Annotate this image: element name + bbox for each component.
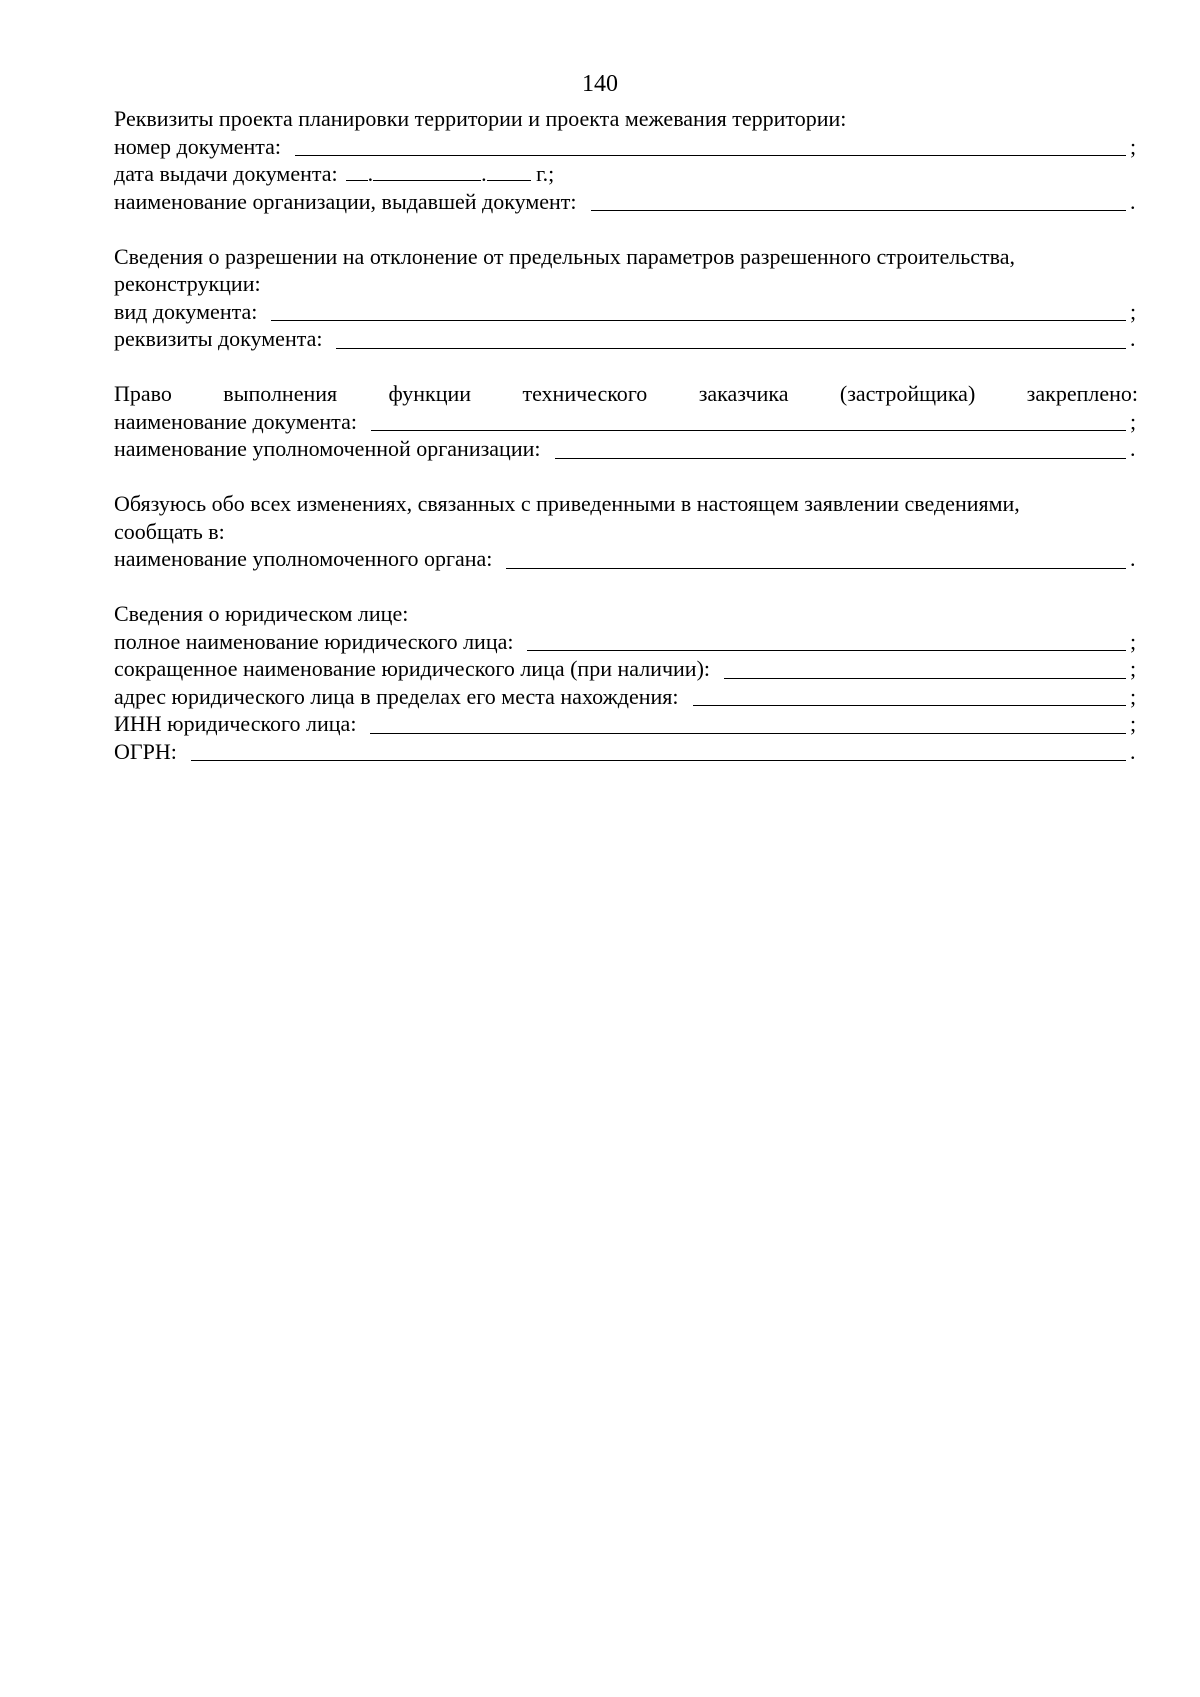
doc-type-row	[114, 298, 1138, 326]
customer-org-end: .	[1130, 436, 1136, 461]
deviation-heading-line2: реконструкции:	[114, 271, 261, 296]
short-name-label: сокращенное наименование юридического лица (при наличии):	[114, 656, 711, 681]
issue-day-field[interactable]	[346, 160, 368, 181]
legal-entity-heading: Сведения о юридическом лице:	[114, 601, 409, 626]
authority-row	[114, 545, 1138, 573]
planning-heading: Реквизиты проекта планировки территории и проекта межевания территории:	[114, 106, 847, 131]
doc-type-label: вид документа:	[114, 298, 258, 324]
issuing-org-field[interactable]	[591, 190, 1126, 211]
doc-details-label: реквизиты документа:	[114, 326, 323, 351]
obligation-section	[114, 490, 1138, 573]
doc-number-end: ;	[1130, 133, 1137, 159]
ogrn-end: .	[1130, 738, 1136, 764]
authority-field[interactable]	[506, 548, 1126, 569]
obligation-heading-line1: Обязуюсь обо всех изменениях, связанных с приведенными в настоящем заявлении сведениями,	[114, 491, 1020, 516]
customer-doc-row	[114, 408, 1138, 436]
ogrn-label: ОГРН:	[114, 738, 177, 764]
date-dot-2: .	[481, 161, 487, 186]
customer-doc-end: ;	[1130, 408, 1137, 434]
full-name-end: ;	[1130, 628, 1137, 654]
issue-date-row	[114, 160, 1138, 188]
issuing-org-label: наименование организации, выдавшей документ:	[114, 188, 577, 214]
customer-org-row	[114, 435, 1138, 463]
doc-number-field[interactable]	[295, 135, 1126, 156]
short-name-end: ;	[1130, 656, 1137, 681]
issue-year-field[interactable]	[487, 160, 531, 181]
issuing-org-row	[114, 188, 1138, 216]
customer-doc-field[interactable]	[371, 410, 1126, 431]
obligation-heading-line2: сообщать в:	[114, 518, 225, 544]
ogrn-row	[114, 738, 1138, 766]
short-name-row	[114, 655, 1138, 683]
customer-section	[114, 380, 1138, 463]
doc-type-field[interactable]	[271, 300, 1126, 321]
doc-number-label: номер документа:	[114, 133, 282, 159]
doc-details-field[interactable]	[336, 328, 1126, 349]
customer-doc-label: наименование документа:	[114, 408, 357, 434]
customer-org-field[interactable]	[555, 438, 1127, 459]
legal-entity-section	[114, 600, 1138, 765]
doc-type-end: ;	[1130, 298, 1137, 324]
issue-date-label: дата выдачи документа:	[114, 161, 338, 186]
planning-section	[114, 105, 1138, 215]
year-suffix: г.;	[536, 161, 555, 186]
deviation-heading-line1: Сведения о разрешении на отклонение от предельных параметров разрешенного строительства,	[114, 243, 1016, 269]
ogrn-field[interactable]	[191, 740, 1126, 761]
address-field[interactable]	[693, 685, 1126, 706]
customer-org-label: наименование уполномоченной организации:	[114, 436, 541, 461]
customer-heading: Право выполнения функции технического заказчика (застройщика) закреплено:	[114, 381, 1138, 406]
inn-label: ИНН юридического лица:	[114, 711, 357, 736]
inn-field[interactable]	[370, 713, 1126, 734]
authority-end: .	[1130, 546, 1136, 571]
address-end: ;	[1130, 683, 1137, 709]
deviation-section	[114, 243, 1138, 353]
address-label: адрес юридического лица в пределах его места нахождения:	[114, 683, 679, 709]
issuing-org-end: .	[1130, 188, 1136, 214]
inn-row	[114, 710, 1138, 738]
page-number: 140	[582, 71, 618, 97]
application-form	[114, 105, 1138, 793]
doc-number-row	[114, 133, 1138, 161]
short-name-field[interactable]	[724, 658, 1126, 679]
doc-details-end: .	[1130, 326, 1136, 351]
authority-label: наименование уполномоченного органа:	[114, 546, 493, 571]
inn-end: ;	[1130, 711, 1137, 736]
doc-details-row	[114, 325, 1138, 353]
full-name-label: полное наименование юридического лица:	[114, 628, 514, 654]
date-dot-1: .	[367, 161, 374, 186]
full-name-field[interactable]	[527, 630, 1126, 651]
full-name-row	[114, 628, 1138, 656]
issue-month-field[interactable]	[373, 160, 481, 181]
address-row	[114, 683, 1138, 711]
